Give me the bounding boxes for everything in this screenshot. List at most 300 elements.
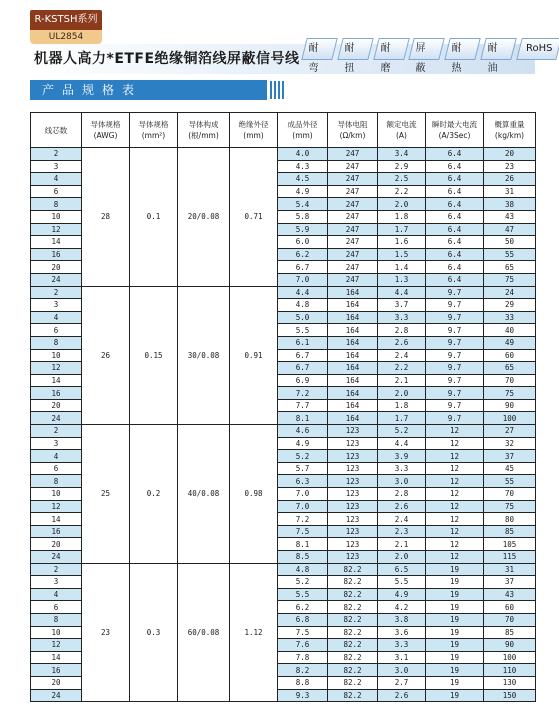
table-cell: 164: [328, 399, 378, 412]
table-cell: 19: [426, 651, 484, 664]
table-cell: 2: [31, 425, 82, 438]
table-cell: 5.8: [278, 210, 328, 223]
table-cell: 247: [328, 223, 378, 236]
table-cell: 2.4: [378, 349, 426, 362]
table-cell: 6.4: [426, 185, 484, 198]
table-cell: 19: [426, 576, 484, 589]
table-cell: 24: [31, 412, 82, 425]
table-cell: 8: [31, 475, 82, 488]
table-cell: 6.4: [426, 198, 484, 211]
table-cell: 4.9: [378, 588, 426, 601]
table-cell: 5.0: [278, 311, 328, 324]
table-cell: 20: [31, 538, 82, 551]
table-cell: 1.6: [378, 236, 426, 249]
table-cell: 6.8: [278, 613, 328, 626]
table-cell: 6.4: [426, 210, 484, 223]
table-cell: 110: [484, 664, 536, 677]
table-cell: 164: [328, 349, 378, 362]
table-cell: 6.7: [278, 261, 328, 274]
column-header: [130, 113, 178, 148]
table-cell: 2.2: [378, 362, 426, 375]
table-cell: 7.2: [278, 513, 328, 526]
spec-table: [30, 112, 536, 702]
table-cell: 2.2: [378, 185, 426, 198]
table-cell: 3: [31, 160, 82, 173]
table-cell: 23: [484, 160, 536, 173]
table-cell: 2.6: [378, 689, 426, 702]
table-cell: 9.7: [426, 387, 484, 400]
table-cell: 6.2: [278, 248, 328, 261]
table-cell: 123: [328, 450, 378, 463]
table-cell: 85: [484, 525, 536, 538]
table-cell: 82.2: [328, 664, 378, 677]
column-header-label: 导体构成: [188, 120, 219, 129]
table-cell: 6.4: [426, 148, 484, 161]
table-cell: 4.8: [278, 299, 328, 312]
table-cell: 8.1: [278, 538, 328, 551]
table-row: [31, 425, 536, 438]
table-cell: 10: [31, 626, 82, 639]
table-cell: 3.3: [378, 311, 426, 324]
merged-spec-cell: 30/0.08: [178, 286, 230, 425]
table-cell: 6.4: [426, 236, 484, 249]
feature-badge-label: 耐热: [451, 43, 462, 74]
table-cell: 123: [328, 525, 378, 538]
table-cell: 247: [328, 160, 378, 173]
table-cell: 9.7: [426, 399, 484, 412]
table-row: [31, 286, 536, 299]
table-cell: 50: [484, 236, 536, 249]
table-cell: 12: [31, 639, 82, 652]
table-cell: 164: [328, 374, 378, 387]
column-header-unit: (AWG): [93, 131, 118, 140]
table-cell: 9.7: [426, 286, 484, 299]
column-header-label: 绝缘外径: [238, 120, 269, 129]
column-header-unit: (kg/km): [494, 131, 525, 140]
table-cell: 3.9: [378, 450, 426, 463]
table-cell: 5.9: [278, 223, 328, 236]
table-cell: 9.7: [426, 362, 484, 375]
table-cell: 82.2: [328, 588, 378, 601]
table-cell: 3.8: [378, 613, 426, 626]
table-cell: 247: [328, 273, 378, 286]
table-cell: 247: [328, 248, 378, 261]
table-cell: 16: [31, 664, 82, 677]
table-cell: 82.2: [328, 651, 378, 664]
table-cell: 24: [484, 286, 536, 299]
page-title: 机器人高力*ETFE绝缘铜箔线屏蔽信号线: [34, 51, 300, 67]
merged-spec-cell: 28: [82, 148, 130, 287]
table-cell: 1.8: [378, 210, 426, 223]
table-cell: 7.0: [278, 488, 328, 501]
table-cell: 12: [426, 525, 484, 538]
table-cell: 1.7: [378, 412, 426, 425]
table-row: [31, 148, 536, 161]
merged-spec-cell: 0.3: [130, 563, 178, 702]
table-cell: 1.3: [378, 273, 426, 286]
table-cell: 12: [426, 462, 484, 475]
table-cell: 5.5: [278, 588, 328, 601]
feature-badge-label: 耐油: [487, 43, 498, 74]
table-cell: 4.9: [278, 185, 328, 198]
table-cell: 7.2: [278, 387, 328, 400]
table-cell: 4: [31, 311, 82, 324]
merged-spec-cell: 0.71: [230, 148, 278, 287]
table-cell: 9.7: [426, 336, 484, 349]
table-cell: 8.8: [278, 676, 328, 689]
table-cell: 37: [484, 576, 536, 589]
table-cell: 27: [484, 425, 536, 438]
feature-badge-label: 耐扭: [344, 43, 355, 74]
table-cell: 20: [31, 676, 82, 689]
table-cell: 19: [426, 664, 484, 677]
table-cell: 82.2: [328, 601, 378, 614]
table-cell: 6.7: [278, 349, 328, 362]
table-cell: 20: [31, 261, 82, 274]
table-cell: 33: [484, 311, 536, 324]
table-cell: 19: [426, 588, 484, 601]
table-cell: 14: [31, 374, 82, 387]
merged-spec-cell: 0.15: [130, 286, 178, 425]
table-cell: 8.1: [278, 412, 328, 425]
table-cell: 9.7: [426, 299, 484, 312]
feature-badges: [304, 38, 559, 74]
table-cell: 4: [31, 588, 82, 601]
table-cell: 7.6: [278, 639, 328, 652]
table-cell: 100: [484, 412, 536, 425]
table-cell: 3.0: [378, 475, 426, 488]
table-cell: 70: [484, 613, 536, 626]
table-cell: 12: [31, 500, 82, 513]
table-cell: 43: [484, 210, 536, 223]
table-cell: 24: [31, 551, 82, 564]
table-cell: 4.8: [278, 563, 328, 576]
table-cell: 19: [426, 676, 484, 689]
table-cell: 12: [426, 475, 484, 488]
table-cell: 247: [328, 236, 378, 249]
table-cell: 6: [31, 324, 82, 337]
column-header: [178, 113, 230, 148]
table-cell: 123: [328, 475, 378, 488]
column-header-label: 导体规格: [90, 120, 121, 129]
table-row: [31, 563, 536, 576]
table-cell: 1.7: [378, 223, 426, 236]
table-cell: 4.4: [278, 286, 328, 299]
table-cell: 164: [328, 299, 378, 312]
table-cell: 14: [31, 513, 82, 526]
table-cell: 123: [328, 551, 378, 564]
table-cell: 82.2: [328, 676, 378, 689]
table-cell: 4.2: [378, 601, 426, 614]
table-cell: 75: [484, 387, 536, 400]
table-cell: 130: [484, 676, 536, 689]
table-cell: 14: [31, 651, 82, 664]
table-cell: 4.5: [278, 173, 328, 186]
table-cell: 65: [484, 362, 536, 375]
table-cell: 4.9: [278, 437, 328, 450]
table-cell: 2.8: [378, 488, 426, 501]
table-cell: 32: [484, 437, 536, 450]
table-cell: 49: [484, 336, 536, 349]
table-cell: 10: [31, 488, 82, 501]
table-cell: 3: [31, 437, 82, 450]
table-cell: 2: [31, 286, 82, 299]
table-cell: 3.7: [378, 299, 426, 312]
table-cell: 7.5: [278, 525, 328, 538]
table-cell: 8: [31, 336, 82, 349]
table-cell: 5.2: [378, 425, 426, 438]
feature-badge: [409, 38, 445, 74]
column-header-unit: (Ω/km): [339, 131, 366, 140]
table-cell: 247: [328, 185, 378, 198]
table-cell: 2: [31, 148, 82, 161]
table-cell: 12: [31, 362, 82, 375]
table-cell: 75: [484, 273, 536, 286]
table-cell: 247: [328, 198, 378, 211]
table-cell: 3.3: [378, 639, 426, 652]
feature-badge: [301, 38, 337, 74]
table-cell: 1.5: [378, 248, 426, 261]
table-cell: 4: [31, 173, 82, 186]
table-cell: 40: [484, 324, 536, 337]
table-cell: 60: [484, 349, 536, 362]
merged-spec-cell: 40/0.08: [178, 425, 230, 564]
merged-spec-cell: 23: [82, 563, 130, 702]
table-cell: 2.0: [378, 551, 426, 564]
table-cell: 2.1: [378, 374, 426, 387]
table-cell: 9.7: [426, 349, 484, 362]
column-header: [328, 113, 378, 148]
column-header-unit: (根/mm): [188, 131, 219, 140]
table-cell: 164: [328, 311, 378, 324]
merged-spec-cell: 0.1: [130, 148, 178, 287]
table-cell: 12: [426, 500, 484, 513]
column-header: [230, 113, 278, 148]
table-cell: 9.3: [278, 689, 328, 702]
series-tag: R-KSTSH系列: [30, 10, 102, 30]
table-cell: 5.4: [278, 198, 328, 211]
table-cell: 19: [426, 626, 484, 639]
table-cell: 3: [31, 299, 82, 312]
table-cell: 26: [484, 173, 536, 186]
table-cell: 8.2: [278, 664, 328, 677]
table-cell: 12: [426, 437, 484, 450]
column-header: [278, 113, 328, 148]
table-cell: 31: [484, 563, 536, 576]
column-header: [484, 113, 536, 148]
table-cell: 123: [328, 500, 378, 513]
table-cell: 7.8: [278, 651, 328, 664]
table-body: [31, 148, 536, 702]
feature-badge: [516, 38, 559, 60]
table-cell: 12: [426, 425, 484, 438]
table-cell: 8: [31, 613, 82, 626]
table-cell: 5.2: [278, 576, 328, 589]
merged-spec-cell: 0.91: [230, 286, 278, 425]
table-cell: 47: [484, 223, 536, 236]
table-cell: 123: [328, 513, 378, 526]
table-cell: 5.5: [278, 324, 328, 337]
table-cell: 150: [484, 689, 536, 702]
table-cell: 82.2: [328, 613, 378, 626]
table-header-row: [31, 113, 536, 148]
table-cell: 9.7: [426, 324, 484, 337]
feature-badge: [337, 38, 373, 74]
merged-spec-cell: 60/0.08: [178, 563, 230, 702]
table-cell: 10: [31, 349, 82, 362]
table-cell: 6.1: [278, 336, 328, 349]
table-cell: 7.0: [278, 273, 328, 286]
table-cell: 2.0: [378, 387, 426, 400]
table-cell: 19: [426, 639, 484, 652]
table-cell: 82.2: [328, 689, 378, 702]
table-cell: 38: [484, 198, 536, 211]
table-cell: 6.2: [278, 601, 328, 614]
table-cell: 6: [31, 601, 82, 614]
table-cell: 19: [426, 613, 484, 626]
table-cell: 2.7: [378, 676, 426, 689]
table-cell: 6.4: [426, 261, 484, 274]
table-cell: 2.1: [378, 538, 426, 551]
table-cell: 24: [31, 689, 82, 702]
table-cell: 2: [31, 563, 82, 576]
table-cell: 1.4: [378, 261, 426, 274]
table-cell: 12: [426, 450, 484, 463]
table-cell: 164: [328, 387, 378, 400]
table-cell: 247: [328, 261, 378, 274]
column-header: [31, 113, 82, 148]
feature-badge-label: RoHS: [525, 43, 552, 54]
table-cell: 3: [31, 576, 82, 589]
table-cell: 4.6: [278, 425, 328, 438]
table-cell: 6.4: [426, 223, 484, 236]
feature-badge-label: 耐弯: [308, 43, 319, 74]
table-cell: 90: [484, 639, 536, 652]
table-cell: 2.0: [378, 198, 426, 211]
table-cell: 7.0: [278, 500, 328, 513]
table-cell: 123: [328, 437, 378, 450]
table-cell: 80: [484, 513, 536, 526]
table-cell: 5.2: [278, 450, 328, 463]
table-cell: 65: [484, 261, 536, 274]
table-cell: 24: [31, 273, 82, 286]
table-cell: 82.2: [328, 639, 378, 652]
table-cell: 1.8: [378, 399, 426, 412]
column-header-unit: (mm²): [141, 131, 166, 140]
table-cell: 123: [328, 538, 378, 551]
table-cell: 2.8: [378, 324, 426, 337]
table-cell: 12: [426, 538, 484, 551]
table-cell: 6.9: [278, 374, 328, 387]
table-cell: 16: [31, 525, 82, 538]
table-cell: 123: [328, 488, 378, 501]
merged-spec-cell: 26: [82, 286, 130, 425]
table-cell: 4.3: [278, 160, 328, 173]
table-cell: 12: [426, 551, 484, 564]
table-cell: 16: [31, 387, 82, 400]
section-decoration: [270, 81, 284, 99]
table-cell: 19: [426, 601, 484, 614]
table-cell: 31: [484, 185, 536, 198]
column-header-label: 线芯数: [44, 125, 68, 135]
table-cell: 70: [484, 488, 536, 501]
table-cell: 247: [328, 173, 378, 186]
table-cell: 82.2: [328, 563, 378, 576]
merged-spec-cell: 20/0.08: [178, 148, 230, 287]
merged-spec-cell: 0.2: [130, 425, 178, 564]
column-header-label: 导体规格: [138, 120, 169, 129]
feature-badge: [444, 38, 480, 74]
table-cell: 164: [328, 412, 378, 425]
table-cell: 85: [484, 626, 536, 639]
table-cell: 70: [484, 374, 536, 387]
table-cell: 123: [328, 462, 378, 475]
table-cell: 6: [31, 462, 82, 475]
table-cell: 6.3: [278, 475, 328, 488]
table-cell: 3.3: [378, 462, 426, 475]
table-cell: 7.5: [278, 626, 328, 639]
table-cell: 2.3: [378, 525, 426, 538]
table-cell: 7.7: [278, 399, 328, 412]
table-cell: 19: [426, 689, 484, 702]
table-cell: 164: [328, 324, 378, 337]
table-cell: 6.5: [378, 563, 426, 576]
table-cell: 6.0: [278, 236, 328, 249]
table-cell: 164: [328, 286, 378, 299]
merged-spec-cell: 25: [82, 425, 130, 564]
table-cell: 82.2: [328, 626, 378, 639]
table-cell: 82.2: [328, 576, 378, 589]
merged-spec-cell: 1.12: [230, 563, 278, 702]
column-header-unit: (mm): [243, 131, 264, 140]
table-cell: 19: [426, 563, 484, 576]
table-cell: 4.4: [378, 286, 426, 299]
standard-tag: UL2854: [30, 30, 102, 44]
table-cell: 9.7: [426, 412, 484, 425]
table-cell: 123: [328, 425, 378, 438]
table-cell: 9.7: [426, 311, 484, 324]
table-cell: 2.9: [378, 160, 426, 173]
table-cell: 247: [328, 148, 378, 161]
table-cell: 55: [484, 475, 536, 488]
table-cell: 43: [484, 588, 536, 601]
feature-badge: [373, 38, 409, 74]
table-cell: 20: [31, 399, 82, 412]
column-header: [426, 113, 484, 148]
table-cell: 3.4: [378, 148, 426, 161]
table-cell: 45: [484, 462, 536, 475]
column-header-label: 成品外径: [287, 120, 318, 129]
table-cell: 55: [484, 248, 536, 261]
table-cell: 10: [31, 210, 82, 223]
table-cell: 8.5: [278, 551, 328, 564]
column-header-label: 导体电阻: [337, 120, 368, 129]
column-header: [82, 113, 130, 148]
table-cell: 14: [31, 236, 82, 249]
table-cell: 90: [484, 399, 536, 412]
column-header: [378, 113, 426, 148]
table-cell: 29: [484, 299, 536, 312]
column-header-label: 瞬时最大电流: [432, 120, 477, 129]
table-cell: 164: [328, 336, 378, 349]
table-cell: 3.0: [378, 664, 426, 677]
table-cell: 164: [328, 362, 378, 375]
feature-badge: [480, 38, 516, 74]
table-cell: 115: [484, 551, 536, 564]
table-cell: 12: [31, 223, 82, 236]
table-cell: 5.7: [278, 462, 328, 475]
table-cell: 2.4: [378, 513, 426, 526]
